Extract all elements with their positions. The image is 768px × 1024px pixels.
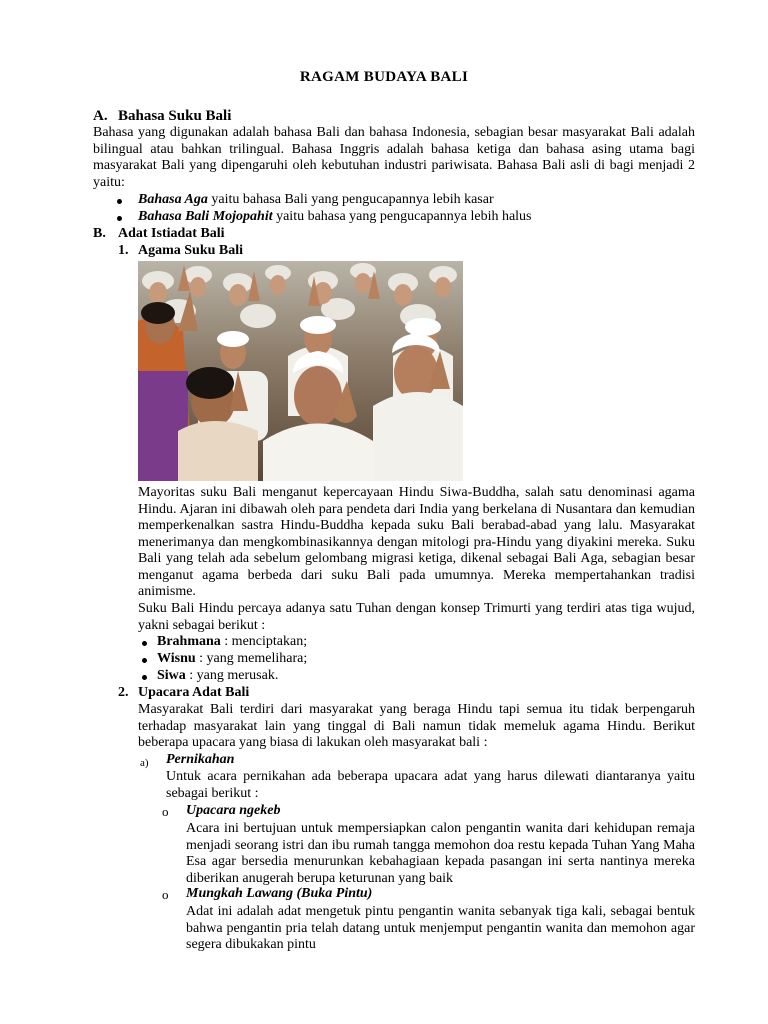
bullet-icon	[142, 658, 147, 663]
document-title: RAGAM BUDAYA BALI	[299, 69, 469, 85]
list-item: Bahasa Aga yaitu bahasa Bali yang pengucapannya lebih kasar	[138, 192, 494, 207]
upacara-paragraph: Masyarakat Bali terdiri dari masyarakat yang beraga Hindu tapi semua itu tidak berpengaruh terhadap masyarakat lain yang tinggal di Bali namun tidak memeluk agama Hindu. Berikut beberapa upacara yang biasa di lakukan oleh masyarakat bali :	[138, 702, 695, 750]
section-b-heading: Adat Istiadat Bali	[118, 226, 225, 241]
item-a-marker: a)	[140, 757, 149, 769]
list-item: Siwa : yang merusak.	[157, 668, 279, 683]
mungkah-lawang-heading: Mungkah Lawang (Buka Pintu)	[186, 886, 373, 901]
bullet-icon	[142, 675, 147, 680]
list-item: Brahmana : menciptakan;	[157, 634, 308, 649]
ngekeb-heading: Upacara ngekeb	[186, 803, 281, 818]
agama-paragraph-2: Suku Bali Hindu percaya adanya satu Tuhan dengan konsep Trimurti yang terdiri atas tiga wujud, yakni sebagai berikut :	[138, 601, 695, 633]
bullet-icon	[117, 216, 122, 221]
list-item: Wisnu : yang memelihara;	[157, 651, 308, 666]
subsection-1-marker: 1.	[118, 243, 129, 258]
mungkah-lawang-paragraph: Adat ini adalah adat mengetuk pintu pengantin wanita sebanyak tiga kali, sebagai bentuk bahwa pengantin pria telah datang untuk menjemput pengantin wanita dan memohon agar segera dibukakan pintu	[186, 904, 695, 952]
subsection-2-heading: Upacara Adat Bali	[138, 685, 250, 700]
section-b-marker: B.	[93, 226, 106, 241]
bullet-icon	[117, 199, 122, 204]
subsection-2-marker: 2.	[118, 685, 129, 700]
pernikahan-heading: Pernikahan	[166, 752, 235, 767]
balinese-prayer-photo	[138, 261, 463, 481]
pernikahan-paragraph: Untuk acara pernikahan ada beberapa upacara adat yang harus dilewati diantaranya yaitu sebagai berikut :	[166, 769, 695, 801]
bullet-icon	[142, 641, 147, 646]
section-a-marker: A.	[93, 108, 108, 124]
list-item: Bahasa Bali Mojopahit yaitu bahasa yang pengucapannya lebih halus	[138, 209, 532, 224]
agama-paragraph-1: Mayoritas suku Bali menganut kepercayaan Hindu Siwa-Buddha, salah satu denominasi agama Hindu. Ajaran ini dibawah oleh para pendeta dari India yang berkelana di Nusantara dan kemudian memperkenalkan sastra Hindu-Buddha kepada suku Bali berabad-abad yang lalu. Masyarakat menerimanya dan mengkombinasikannya dengan mitologi pra-Hindu yang diyakini mereka. Suku Bali yang telah ada sebelum gelombang migrasi ketiga, dikenal sebagai Bali Aga, sebagian besar menganut agama berbeda dari suku Bali pada umumnya. Mereka mempertahankan tradisi animisme.	[138, 485, 695, 599]
section-a-paragraph: Bahasa yang digunakan adalah bahasa Bali dan bahasa Indonesia, sebagian besar masyarakat Bali adalah bilingual atau bahkan trilingual. Bahasa Inggris adalah bahasa ketiga dan bahasa asing utama bagi masyarakat Bali yang dipengaruhi oleh kebutuhan industri pariwisata. Bahasa Bali asli di bagi menjadi 2 yaitu:	[93, 125, 695, 190]
circle-bullet-icon: o	[162, 887, 169, 902]
ngekeb-paragraph: Acara ini bertujuan untuk mempersiapkan calon pengantin wanita dari kehidupan remaja menjadi seorang istri dan ibu rumah tangga memohon doa restu kepada Tuhan Yang Maha Esa agar bersedia menurunkan kebahagiaan kepada pasangan ini serta nantinya mereka diberikan anugerah berupa keturunan yang baik	[186, 821, 695, 886]
section-a-heading: Bahasa Suku Bali	[118, 108, 232, 124]
subsection-1-heading: Agama Suku Bali	[138, 243, 244, 258]
circle-bullet-icon: o	[162, 804, 169, 819]
